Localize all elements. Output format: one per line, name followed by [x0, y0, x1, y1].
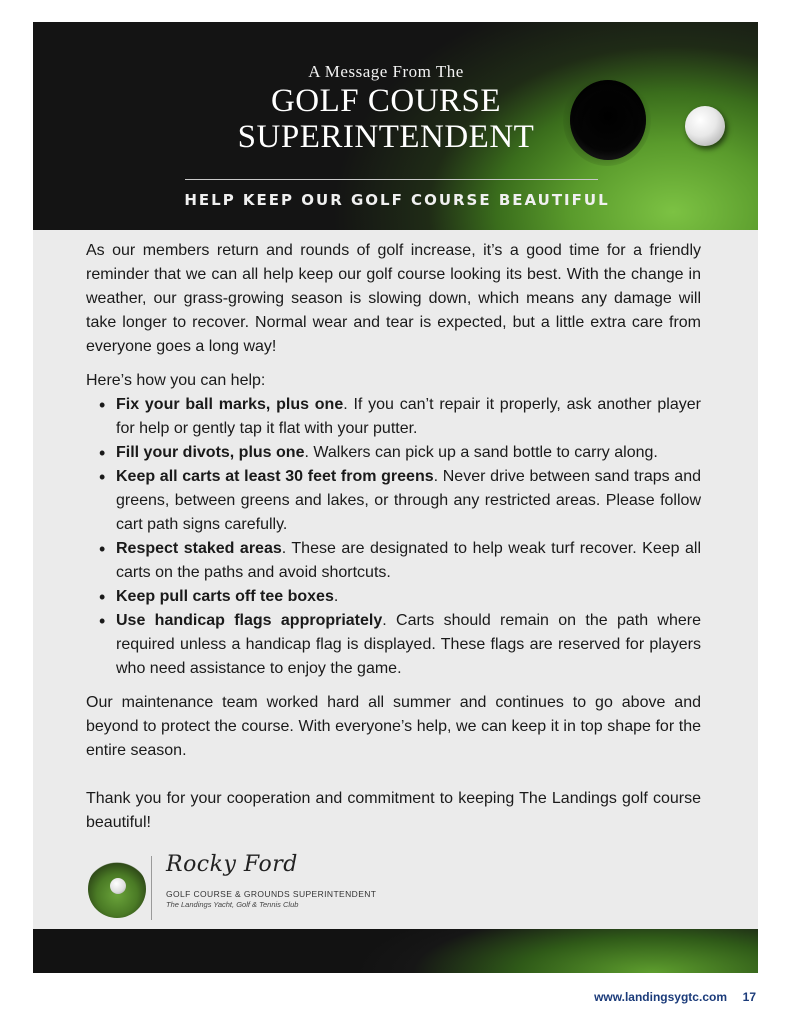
tip-text: . These are designated to help weak turf recover. Keep all carts on the paths and avoid shortcuts. [116, 540, 702, 581]
tips-list [86, 393, 701, 681]
header-subtitle: HELP KEEP OUR GOLF COURSE BEAUTIFUL [184, 191, 610, 209]
tip-text: . If you can’t repair it properly, ask another player for help or gently tap it flat with your putter. [116, 396, 701, 437]
thanks-paragraph: Thank you for your cooperation and commitment to keeping The Landings golf course beautiful! [86, 790, 701, 831]
tip-text: . Carts should remain on the path where required unless a handicap flag is displayed. These flags are reserved for players who need assistance to enjoy the game. [116, 612, 702, 677]
tip-heading: Keep all carts at least 30 feet from greens [116, 468, 434, 485]
tip-text: . [333, 588, 339, 605]
tip-heading: Respect staked areas [116, 540, 282, 557]
footer-url-link[interactable]: www.landingsygtc.com [594, 990, 727, 1004]
title-line-2: SUPERINTENDENT [237, 119, 535, 155]
golf-ball-emblem-icon [88, 860, 146, 918]
page-number: 17 [742, 990, 756, 1004]
emblem-ball [110, 878, 126, 894]
footer-band [33, 929, 758, 973]
lead-in: Here’s how you can help: [86, 372, 266, 389]
signature-name: Rocky Ford [166, 852, 298, 877]
title-line-1: GOLF COURSE [270, 83, 502, 119]
list-item [86, 465, 701, 537]
signature-block [88, 852, 408, 922]
intro-paragraph: As our members return and rounds of golf increase, it’s a good time for a friendly reminder that we can all help keep our golf course looking its best. With the change in weather, our grass-growing season is slowing down, which means any damage will take longer to recover. Normal wear and tear is expected, but a little extra care from everyone goes a long way! [86, 242, 701, 355]
article-body [86, 239, 701, 835]
list-item [86, 393, 701, 441]
list-item [86, 609, 701, 681]
tip-heading: Use handicap flags appropriately [116, 612, 383, 629]
list-item [86, 537, 701, 585]
title-divider [185, 179, 598, 180]
tip-text: . Walkers can pick up a sand bottle to carry along. [304, 444, 658, 461]
tip-heading: Fill your divots, plus one [116, 444, 305, 461]
list-item [86, 585, 701, 609]
tip-heading: Keep pull carts off tee boxes [116, 588, 334, 605]
signature-divider [151, 856, 152, 920]
tip-text: . Never drive between sand traps and greens, between greens and lakes, or through any restricted areas. Please follow cart path signs carefully. [116, 468, 701, 533]
list-item [86, 441, 701, 465]
signature-title: GOLF COURSE & GROUNDS SUPERINTENDENT [166, 889, 377, 899]
header-banner [33, 22, 758, 230]
page-title [33, 83, 739, 155]
closing-paragraph: Our maintenance team worked hard all summer and continues to go above and beyond to protect the course. With everyone’s help, we can keep it in top shape for the entire season. [86, 694, 701, 759]
header-pretitle: A Message From The [308, 62, 464, 81]
signature-organization: The Landings Yacht, Golf & Tennis Club [166, 900, 299, 909]
tip-heading: Fix your ball marks, plus one [116, 396, 344, 413]
